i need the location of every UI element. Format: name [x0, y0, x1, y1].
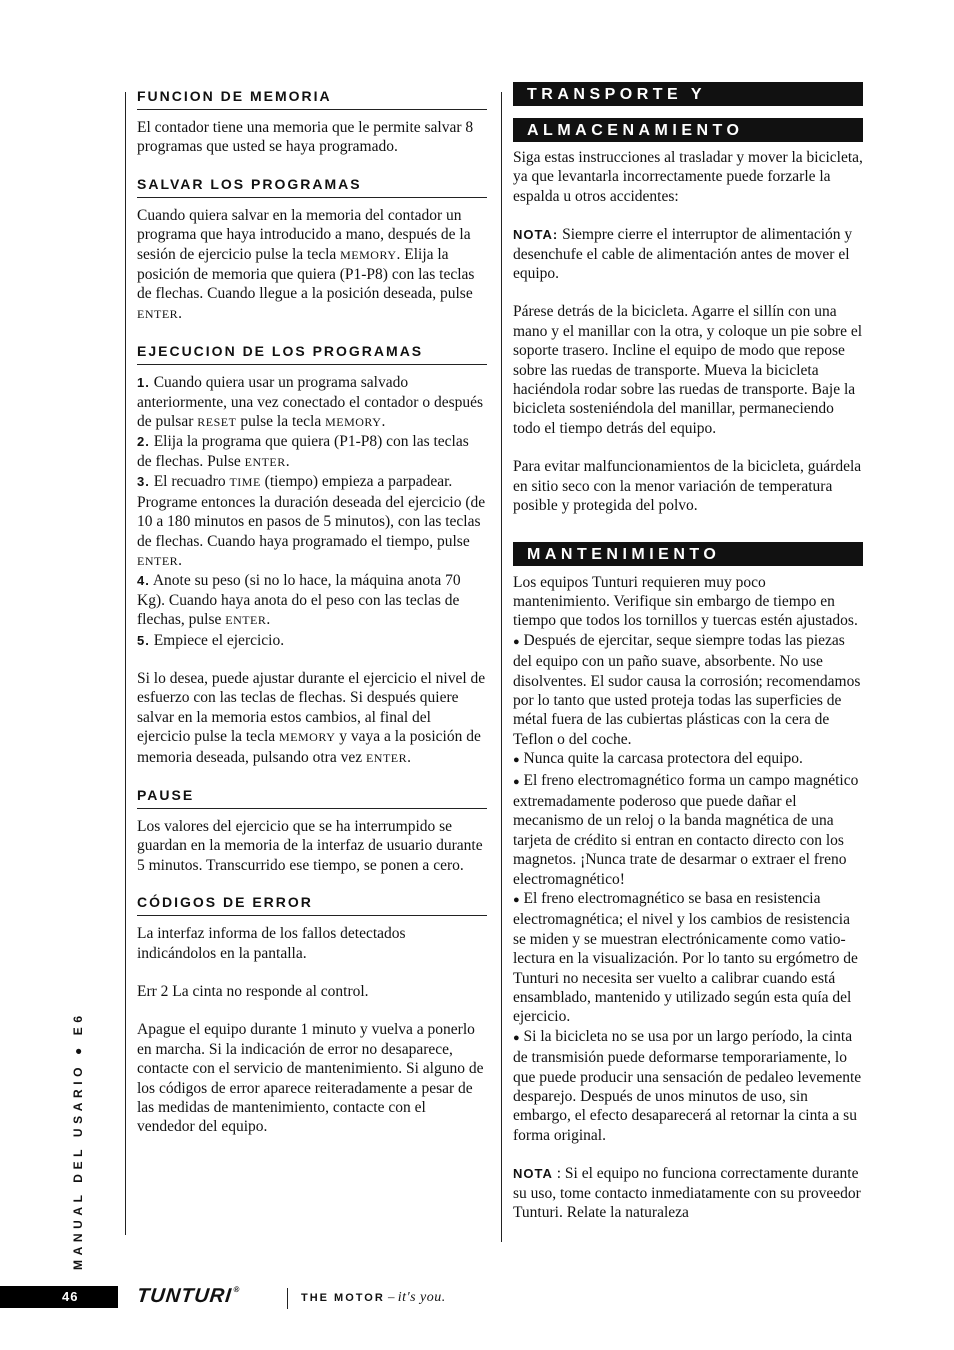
- step-number: 5.: [137, 632, 150, 648]
- heading-transporte: TRANSPORTE Y: [513, 82, 863, 106]
- bullet-text: Si la bicicleta no se usa por un largo período, la cinta de transmisión puede deformarse temporariamente, lo que puede producir una sensación de pedaleo levemente desparejo. Después de unos minutos de uso, sin embargo, el efecto desaparecerá al retornar la cinta a su forma original.: [513, 1027, 862, 1144]
- tagline-separator: –: [384, 1289, 398, 1304]
- bullet-icon: ●: [513, 1031, 520, 1044]
- nota-label: NOTA: [513, 1166, 553, 1182]
- paragraph-pause: Los valores del ejercicio que se ha interrumpido se guardan en la memoria de la interfaz de usuario durante 5 minutos. Transcurrido ese tiempo, se ponen a cero.: [137, 817, 483, 874]
- step-number: 1.: [137, 375, 150, 391]
- brand-logo: [136, 1285, 241, 1308]
- bullet-icon: ●: [513, 775, 520, 788]
- step-text: .: [178, 551, 183, 569]
- paragraph-ajustar: [137, 669, 487, 768]
- heading-mantenimiento: MANTENIMIENTO: [513, 542, 863, 566]
- tagline-part-a: THE MOTOR: [301, 1292, 385, 1304]
- nota-text: : Si el equipo no funciona correctamente durante su uso, tome contacto inmediatamente con su proveedor Tunturi. Relate la naturaleza: [513, 1165, 861, 1222]
- right-column: [513, 82, 863, 1223]
- step-number: 4.: [137, 573, 150, 589]
- key-time: TIME: [229, 475, 261, 490]
- column-divider-rule: [501, 92, 502, 1242]
- side-running-title: MANUAL DEL USARIO ● E6: [71, 1011, 85, 1270]
- logo-text: TUNTURI: [135, 1285, 233, 1307]
- paragraph-almacenamiento: Para evitar malfuncionamientos de la bicicleta, guárdela en sitio seco con la menor variación de temperatura posible y protegida del polvo.: [513, 458, 862, 515]
- heading-almacenamiento: ALMACENAMIENTO: [513, 118, 863, 142]
- tagline: [301, 1289, 446, 1306]
- step-text: El recuadro: [149, 473, 230, 491]
- bullet-text: Nunca quite la carcasa protectora del equipo.: [519, 750, 803, 768]
- text-run: Si lo desea, puede ajustar durante el ejercicio el nivel de esfuerzo con las teclas de flechas. Si después quiere salvar en la memoria estos cambios, al final del ejercicio pulse la tecla: [137, 669, 486, 746]
- key-reset: RESET: [197, 415, 237, 430]
- paragraph-mantenimiento: [513, 573, 863, 1146]
- bullet-text: El freno electromagnético forma un campo magnético extremadamente poderoso que puede dañar el mecanismo de un reloj o la banda magnética de una tarjeta de crédito si entran en contacto directo con los magnetos. ¡Nunca trate de desarmar o extraer el freno electromagnético!: [513, 771, 859, 888]
- step-text: .: [285, 452, 290, 470]
- bullet-text: El freno electromagnético se basa en resistencia electromagnética; el nivel y los cambios de resistencia se miden y se muestran electrónicamente como vatio-lectura en la visualización. Por lo tanto su ergómetro de Tunturi no necesita ser vuelto a calibrar cuando está ensamblado, mantenido y utilizado según esta quía del ejercicio.: [513, 890, 858, 1026]
- step-text: Empiece el ejercicio.: [149, 631, 285, 649]
- key-memory: MEMORY: [325, 415, 382, 430]
- text-run: Los equipos Tunturi requieren muy poco mantenimiento. Verifique sin embargo de tiempo en tiempo que todos los tornillos y tuercas estén ajustados.: [513, 573, 858, 630]
- key-memory: MEMORY: [340, 247, 397, 262]
- nota-text: Siempre cierre el interruptor de alimentación y desenchufe el cable de alimentación antes de mover el equipo.: [513, 226, 853, 283]
- text-run: y vaya a la posición de memoria deseada, pulsando otra vez: [137, 728, 481, 766]
- nota-label: NOTA:: [513, 227, 559, 243]
- heading-funcion-memoria: FUNCION DE MEMORIA: [137, 88, 487, 110]
- bullet-text: Después de ejercitar, seque siempre todas las piezas del equipo con un paño suave, absorbente. No use disolventes. El sudor causa la corrosión; recomendamos por lo tanto que usted proteja todas las superficies de métal fuera de las cubiertas plásticas con la cera de Teflon o del coche.: [513, 631, 861, 748]
- key-enter: ENTER: [137, 553, 179, 568]
- step-text: .: [381, 413, 386, 431]
- step-number: 3.: [137, 474, 150, 490]
- key-enter: ENTER: [225, 613, 267, 628]
- page-number: 46: [62, 1289, 79, 1304]
- step-text: pulse la tecla: [236, 413, 326, 431]
- key-memory: MEMORY: [279, 730, 336, 745]
- paragraph-salvar: [137, 206, 487, 324]
- bullet-icon: ●: [513, 635, 520, 648]
- bullet-icon: ●: [513, 894, 520, 906]
- paragraph-err2: Err 2 La cinta no responde al control.: [137, 983, 369, 1000]
- heading-ejecucion-programas: EJECUCION DE LOS PROGRAMAS: [137, 343, 487, 365]
- paragraph-nota-1: [513, 225, 863, 283]
- step-text: Cuando quiera usar un programa salvado anteriormente, una vez conectado el contador o después de pulsar: [137, 374, 484, 431]
- heading-salvar-programas: SALVAR LOS PROGRAMAS: [137, 176, 487, 198]
- paragraph-transporte-steps: Párese detrás de la bicicleta. Agarre el sillín con una mano y el manillar con la otra, y coloque un pie sobre el soporte trasero. Incline el equipo de modo que repose sobre las ruedas de transporte. Mueva la bicicleta haciéndola rodar sobre las ruedas de transporte. Baje la bicicleta sosteniéndola del manillar, permaneciendo todo el tiempo detrás del equipo.: [513, 303, 863, 437]
- left-column: [137, 88, 487, 1137]
- text-run: . Elija la posición de memoria que quiera (P1-P8) con las teclas de flechas. Cuando llegue a la posición deseada, pulse: [137, 245, 475, 303]
- page-number-box: [0, 1286, 118, 1308]
- paragraph-error-intro: La interfaz informa de los fallos detectados indicándolos en la pantalla.: [137, 925, 406, 962]
- left-margin-rule: [125, 92, 126, 1235]
- text-run: .: [407, 748, 412, 766]
- key-enter: ENTER: [137, 306, 179, 321]
- step-text: Elija la programa que quiera (P1-P8) con las teclas de flechas. Pulse: [137, 433, 469, 470]
- footer-divider: [287, 1288, 288, 1309]
- paragraph-transporte-intro: Siga estas instrucciones al trasladar y mover la bicicleta, ya que levantarla incorrectamente puede forzarle la espalda u otros accidentes:: [513, 149, 863, 205]
- paragraph-memoria: El contador tiene una memoria que le permite salvar 8 programas que usted se haya programado.: [137, 119, 474, 156]
- text-run: .: [178, 304, 183, 322]
- tagline-part-b: it's you.: [397, 1290, 446, 1305]
- step-text: .: [266, 611, 271, 629]
- step-text: (tiempo) empieza a parpadear. Programe entonces la duración deseada del ejercicio (de 10 a 180 minutos en pasos de 5 minutos), con las teclas de flechas. Cuando haya programado el tiempo, pulse: [137, 473, 486, 550]
- text-run: Cuando quiera salvar en la memoria del contador un programa que haya introducido a mano, después de la sesión de ejercicio pulse la tecla: [137, 206, 471, 263]
- registered-mark: ®: [233, 1285, 241, 1294]
- key-enter: ENTER: [365, 750, 408, 765]
- paragraph-nota-2: [513, 1164, 863, 1222]
- bullet-icon: ●: [513, 754, 520, 767]
- heading-pause: PAUSE: [137, 787, 487, 809]
- steps-list: [137, 373, 487, 650]
- key-enter: ENTER: [244, 454, 286, 469]
- step-number: 2.: [137, 434, 150, 450]
- step-text: Anote su peso (si no lo hace, la máquina anota 70 Kg). Cuando haya anota do el peso con las teclas de flechas, pulse: [137, 572, 461, 629]
- paragraph-error-action: Apague el equipo durante 1 minuto y vuelva a ponerlo en marcha. Si la indicación de error no desaparece, contacte con el servicio de mantenimiento. Si alguno de los códigos de error aparece reiteradamente a pesar de las medidas de mantenimiento, contacte con el vendedor del equipo.: [137, 1021, 484, 1136]
- heading-codigos-error: CÓDIGOS DE ERROR: [137, 894, 487, 916]
